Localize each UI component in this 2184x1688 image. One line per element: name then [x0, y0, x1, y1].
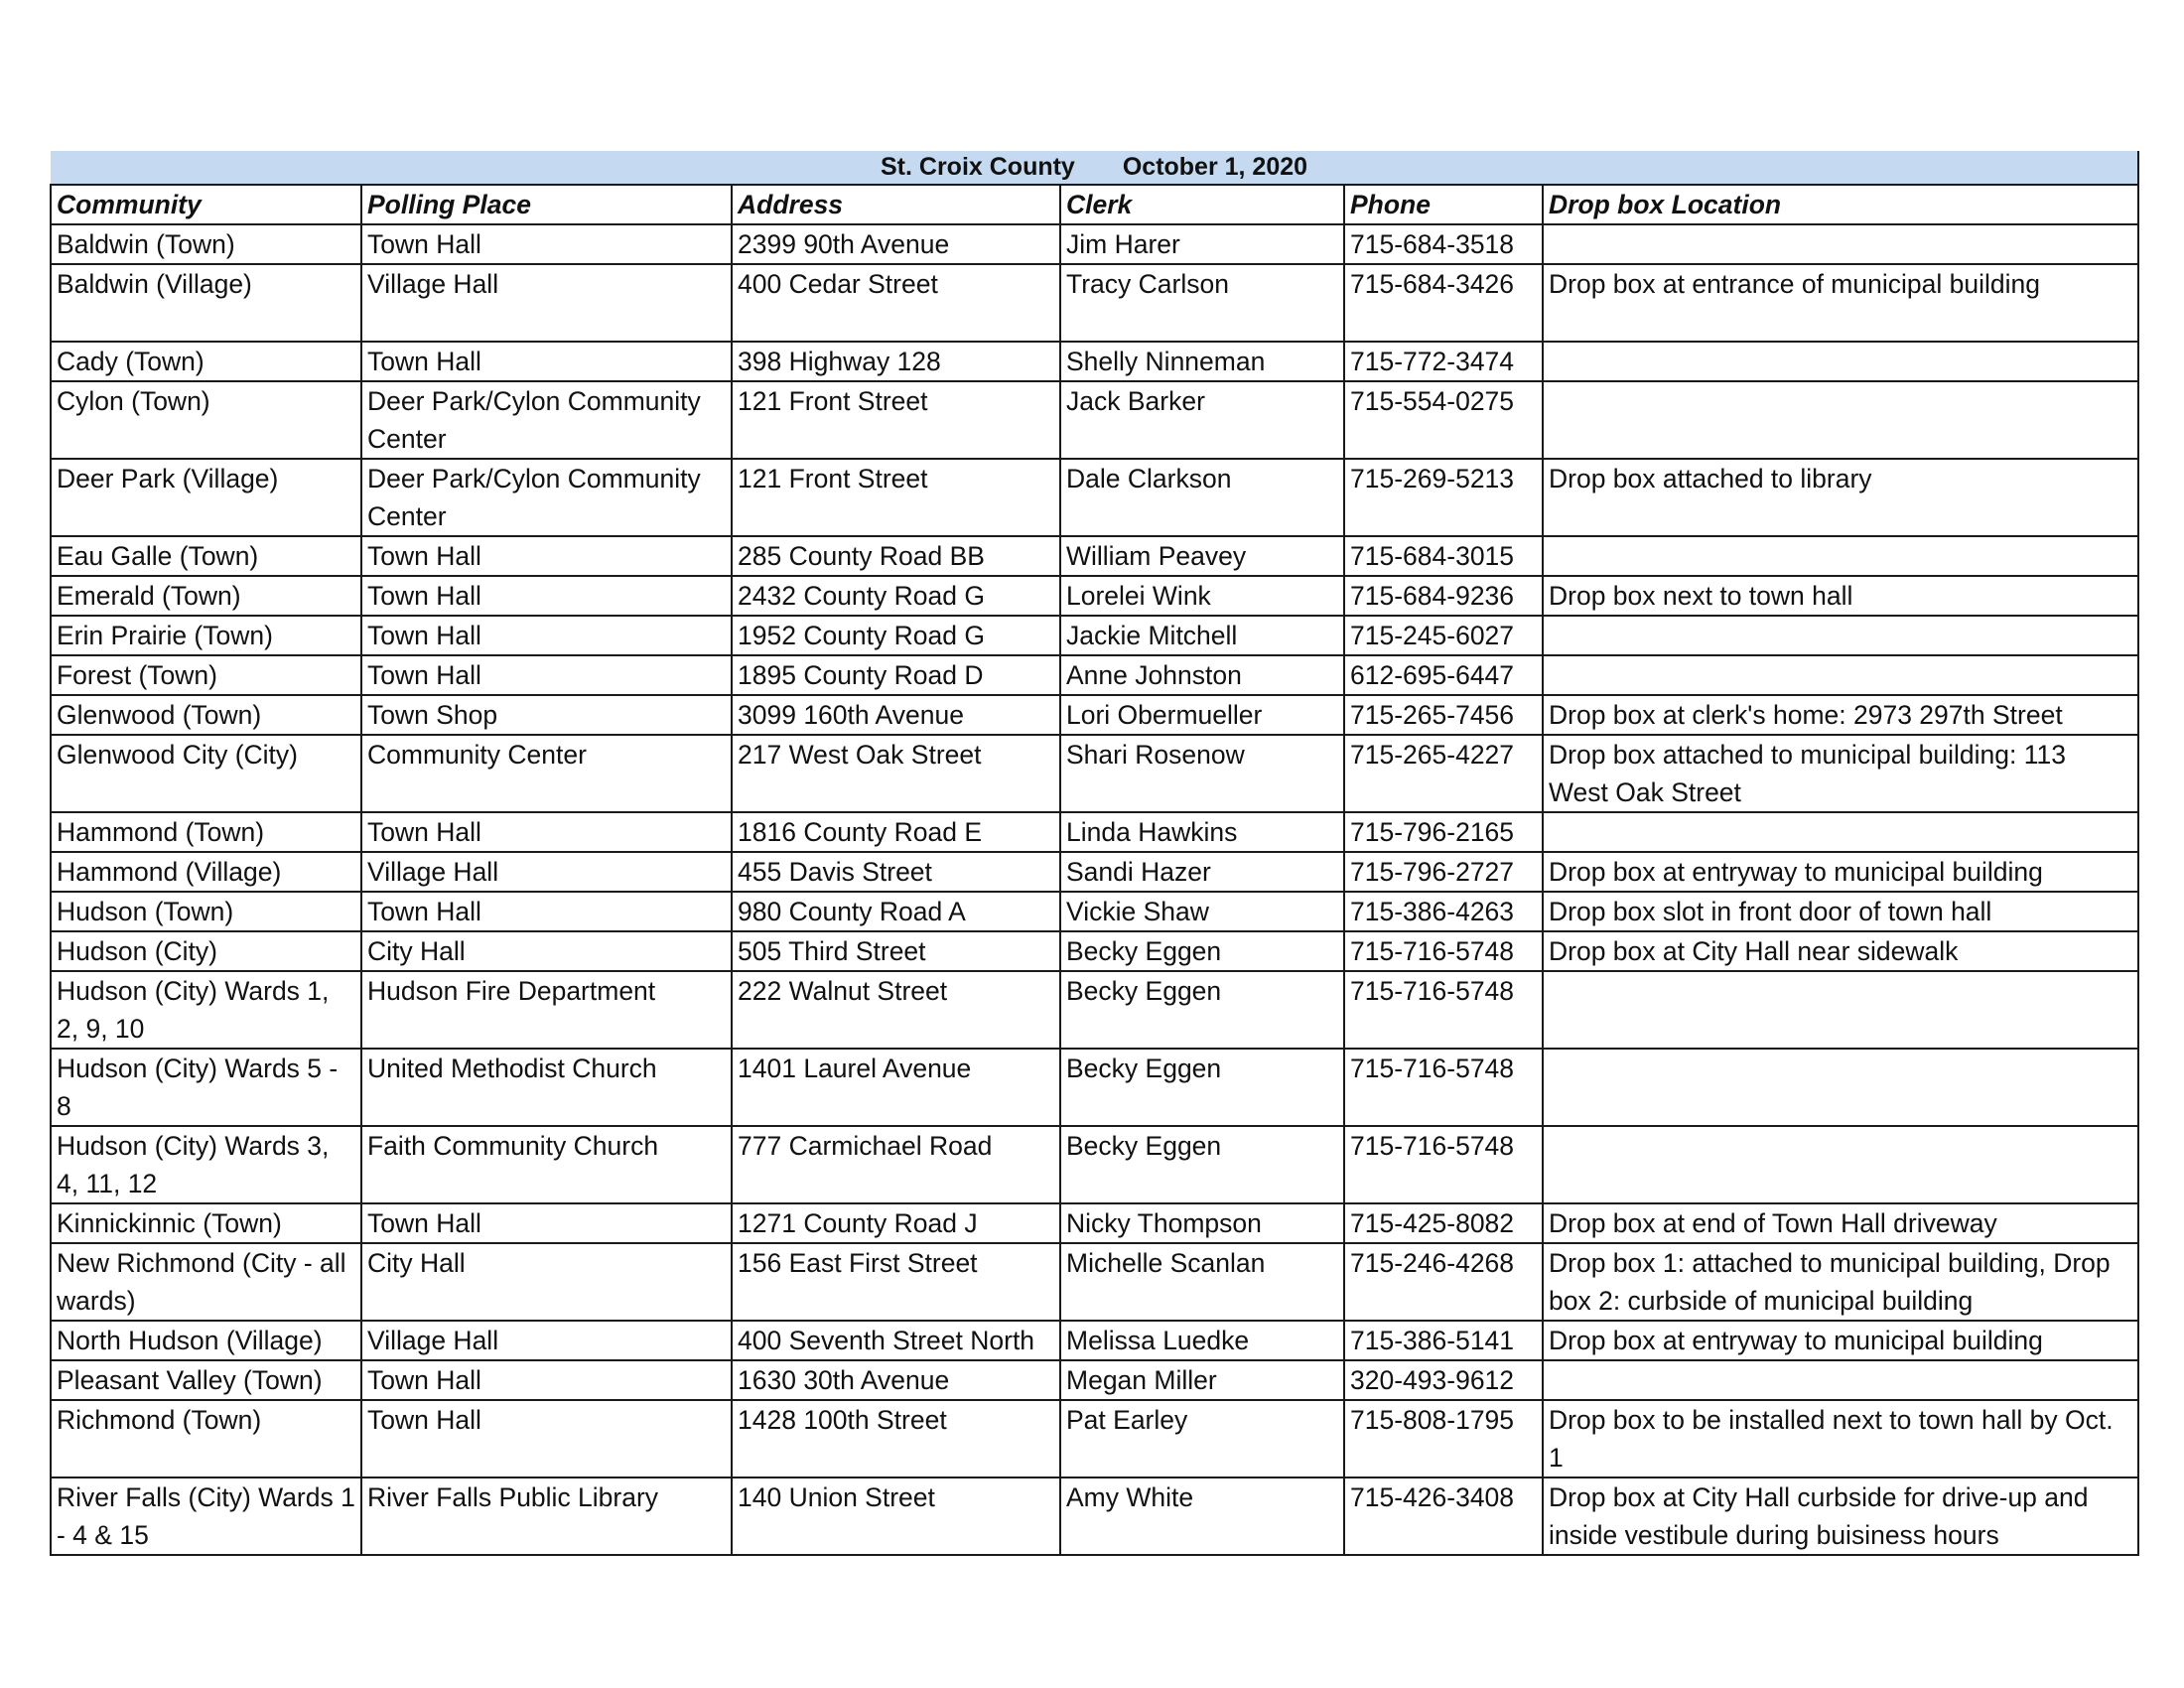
- cell-drop-box-location: Drop box at entryway to municipal building: [1543, 852, 2138, 892]
- cell-polling-place: City Hall: [361, 1243, 732, 1321]
- cell-clerk: Nicky Thompson: [1060, 1203, 1344, 1243]
- table-row: [51, 264, 2138, 342]
- cell-polling-place: Town Hall: [361, 892, 732, 931]
- cell-community: Erin Prairie (Town): [51, 616, 361, 655]
- cell-drop-box-location: Drop box at clerk's home: 2973 297th Street: [1543, 695, 2138, 735]
- cell-address: 777 Carmichael Road: [732, 1126, 1060, 1203]
- sheet-date: October 1, 2020: [1122, 153, 1308, 181]
- cell-community: Hammond (Town): [51, 812, 361, 852]
- cell-address: 400 Cedar Street: [732, 264, 1060, 342]
- cell-phone: 715-684-3426: [1344, 264, 1543, 342]
- cell-polling-place: Town Hall: [361, 1203, 732, 1243]
- cell-polling-place: Village Hall: [361, 852, 732, 892]
- cell-community: Hudson (City) Wards 5 - 8: [51, 1049, 361, 1126]
- cell-address: 121 Front Street: [732, 381, 1060, 459]
- cell-phone: 715-796-2727: [1344, 852, 1543, 892]
- cell-address: 217 West Oak Street: [732, 735, 1060, 812]
- cell-community: Baldwin (Town): [51, 224, 361, 264]
- cell-community: New Richmond (City - all wards): [51, 1243, 361, 1321]
- table-row: [51, 1321, 2138, 1360]
- cell-drop-box-location: [1543, 812, 2138, 852]
- cell-clerk: Jim Harer: [1060, 224, 1344, 264]
- cell-clerk: Michelle Scanlan: [1060, 1243, 1344, 1321]
- column-header-address: Address: [732, 185, 1060, 224]
- cell-clerk: William Peavey: [1060, 536, 1344, 576]
- cell-polling-place: United Methodist Church: [361, 1049, 732, 1126]
- cell-clerk: Becky Eggen: [1060, 931, 1344, 971]
- cell-address: 1816 County Road E: [732, 812, 1060, 852]
- cell-address: 2399 90th Avenue: [732, 224, 1060, 264]
- cell-phone: 320-493-9612: [1344, 1360, 1543, 1400]
- cell-address: 285 County Road BB: [732, 536, 1060, 576]
- cell-clerk: Jackie Mitchell: [1060, 616, 1344, 655]
- cell-address: 505 Third Street: [732, 931, 1060, 971]
- cell-clerk: Linda Hawkins: [1060, 812, 1344, 852]
- cell-community: North Hudson (Village): [51, 1321, 361, 1360]
- column-header-phone: Phone: [1344, 185, 1543, 224]
- column-header-drop-box-location: Drop box Location: [1543, 185, 2138, 224]
- cell-drop-box-location: [1543, 381, 2138, 459]
- cell-clerk: Tracy Carlson: [1060, 264, 1344, 342]
- cell-community: Deer Park (Village): [51, 459, 361, 536]
- cell-drop-box-location: [1543, 1360, 2138, 1400]
- cell-polling-place: Village Hall: [361, 1321, 732, 1360]
- table-row: [51, 735, 2138, 812]
- cell-drop-box-location: [1543, 224, 2138, 264]
- cell-phone: 715-684-9236: [1344, 576, 1543, 616]
- cell-phone: 715-425-8082: [1344, 1203, 1543, 1243]
- cell-polling-place: Town Shop: [361, 695, 732, 735]
- cell-polling-place: Town Hall: [361, 616, 732, 655]
- cell-phone: 715-808-1795: [1344, 1400, 1543, 1477]
- cell-clerk: Vickie Shaw: [1060, 892, 1344, 931]
- cell-polling-place: Faith Community Church: [361, 1126, 732, 1203]
- cell-clerk: Shelly Ninneman: [1060, 342, 1344, 381]
- cell-address: 2432 County Road G: [732, 576, 1060, 616]
- cell-polling-place: Town Hall: [361, 536, 732, 576]
- table-row: [51, 576, 2138, 616]
- cell-address: 156 East First Street: [732, 1243, 1060, 1321]
- cell-clerk: Becky Eggen: [1060, 1049, 1344, 1126]
- cell-address: 140 Union Street: [732, 1477, 1060, 1555]
- cell-address: 3099 160th Avenue: [732, 695, 1060, 735]
- table-row: [51, 695, 2138, 735]
- cell-phone: 715-265-4227: [1344, 735, 1543, 812]
- cell-drop-box-location: Drop box to be installed next to town hall by Oct. 1: [1543, 1400, 2138, 1477]
- cell-drop-box-location: Drop box at entrance of municipal building: [1543, 264, 2138, 342]
- table-body: [51, 224, 2138, 1555]
- cell-address: 222 Walnut Street: [732, 971, 1060, 1049]
- cell-drop-box-location: [1543, 342, 2138, 381]
- county-name: St. Croix County: [881, 153, 1075, 181]
- cell-community: Hammond (Village): [51, 852, 361, 892]
- cell-clerk: Becky Eggen: [1060, 1126, 1344, 1203]
- cell-phone: 715-426-3408: [1344, 1477, 1543, 1555]
- table-row: [51, 536, 2138, 576]
- cell-drop-box-location: Drop box attached to municipal building: 113 West Oak Street: [1543, 735, 2138, 812]
- table-row: [51, 812, 2138, 852]
- polling-places-table: [50, 151, 2139, 1556]
- cell-phone: 715-772-3474: [1344, 342, 1543, 381]
- cell-polling-place: Deer Park/Cylon Community Center: [361, 381, 732, 459]
- table-row: [51, 971, 2138, 1049]
- cell-polling-place: Town Hall: [361, 224, 732, 264]
- cell-community: Glenwood City (City): [51, 735, 361, 812]
- table-row: [51, 342, 2138, 381]
- column-header-community: Community: [51, 185, 361, 224]
- cell-drop-box-location: Drop box attached to library: [1543, 459, 2138, 536]
- cell-phone: 715-386-5141: [1344, 1321, 1543, 1360]
- cell-phone: 715-554-0275: [1344, 381, 1543, 459]
- column-header-clerk: Clerk: [1060, 185, 1344, 224]
- cell-community: Cady (Town): [51, 342, 361, 381]
- cell-clerk: Megan Miller: [1060, 1360, 1344, 1400]
- polling-places-sheet: [50, 151, 2137, 1556]
- cell-community: Forest (Town): [51, 655, 361, 695]
- table-row: [51, 1049, 2138, 1126]
- table-row: [51, 1360, 2138, 1400]
- cell-clerk: Lorelei Wink: [1060, 576, 1344, 616]
- cell-community: Kinnickinnic (Town): [51, 1203, 361, 1243]
- cell-address: 1401 Laurel Avenue: [732, 1049, 1060, 1126]
- cell-polling-place: River Falls Public Library: [361, 1477, 732, 1555]
- cell-clerk: Amy White: [1060, 1477, 1344, 1555]
- cell-drop-box-location: [1543, 536, 2138, 576]
- cell-phone: 715-246-4268: [1344, 1243, 1543, 1321]
- table-row: [51, 852, 2138, 892]
- cell-address: 1428 100th Street: [732, 1400, 1060, 1477]
- cell-community: Eau Galle (Town): [51, 536, 361, 576]
- cell-clerk: Pat Earley: [1060, 1400, 1344, 1477]
- column-header-polling-place: Polling Place: [361, 185, 732, 224]
- cell-community: Hudson (Town): [51, 892, 361, 931]
- table-row: [51, 381, 2138, 459]
- table-row: [51, 1400, 2138, 1477]
- table-row: [51, 931, 2138, 971]
- cell-address: 121 Front Street: [732, 459, 1060, 536]
- cell-phone: 715-716-5748: [1344, 971, 1543, 1049]
- cell-polling-place: Town Hall: [361, 342, 732, 381]
- cell-drop-box-location: [1543, 1126, 2138, 1203]
- cell-polling-place: Town Hall: [361, 576, 732, 616]
- cell-polling-place: Town Hall: [361, 1400, 732, 1477]
- cell-community: River Falls (City) Wards 1 - 4 & 15: [51, 1477, 361, 1555]
- cell-phone: 715-269-5213: [1344, 459, 1543, 536]
- cell-drop-box-location: Drop box next to town hall: [1543, 576, 2138, 616]
- cell-phone: 715-386-4263: [1344, 892, 1543, 931]
- cell-phone: 715-716-5748: [1344, 931, 1543, 971]
- cell-phone: 715-716-5748: [1344, 1049, 1543, 1126]
- cell-phone: 715-684-3015: [1344, 536, 1543, 576]
- cell-phone: 715-716-5748: [1344, 1126, 1543, 1203]
- cell-drop-box-location: [1543, 1049, 2138, 1126]
- cell-address: 980 County Road A: [732, 892, 1060, 931]
- cell-community: Pleasant Valley (Town): [51, 1360, 361, 1400]
- cell-phone: 715-796-2165: [1344, 812, 1543, 852]
- cell-address: 398 Highway 128: [732, 342, 1060, 381]
- cell-phone: 612-695-6447: [1344, 655, 1543, 695]
- table-row: [51, 1203, 2138, 1243]
- cell-clerk: Becky Eggen: [1060, 971, 1344, 1049]
- header-row: [51, 185, 2138, 224]
- table-row: [51, 1243, 2138, 1321]
- cell-clerk: Anne Johnston: [1060, 655, 1344, 695]
- cell-drop-box-location: [1543, 655, 2138, 695]
- cell-address: 1271 County Road J: [732, 1203, 1060, 1243]
- cell-clerk: Melissa Luedke: [1060, 1321, 1344, 1360]
- cell-drop-box-location: Drop box at entryway to municipal building: [1543, 1321, 2138, 1360]
- cell-polling-place: Town Hall: [361, 655, 732, 695]
- cell-address: 1952 County Road G: [732, 616, 1060, 655]
- cell-polling-place: Hudson Fire Department: [361, 971, 732, 1049]
- cell-community: Hudson (City): [51, 931, 361, 971]
- cell-community: Glenwood (Town): [51, 695, 361, 735]
- cell-phone: 715-684-3518: [1344, 224, 1543, 264]
- cell-clerk: Sandi Hazer: [1060, 852, 1344, 892]
- cell-drop-box-location: Drop box at City Hall curbside for drive-up and inside vestibule during buisiness hours: [1543, 1477, 2138, 1555]
- cell-community: Hudson (City) Wards 3, 4, 11, 12: [51, 1126, 361, 1203]
- table-row: [51, 655, 2138, 695]
- cell-clerk: Shari Rosenow: [1060, 735, 1344, 812]
- cell-address: 400 Seventh Street North: [732, 1321, 1060, 1360]
- cell-polling-place: Deer Park/Cylon Community Center: [361, 459, 732, 536]
- cell-drop-box-location: Drop box at City Hall near sidewalk: [1543, 931, 2138, 971]
- table-row: [51, 1126, 2138, 1203]
- cell-drop-box-location: Drop box at end of Town Hall driveway: [1543, 1203, 2138, 1243]
- cell-community: Hudson (City) Wards 1, 2, 9, 10: [51, 971, 361, 1049]
- table-row: [51, 459, 2138, 536]
- cell-polling-place: Town Hall: [361, 1360, 732, 1400]
- sheet-title: [51, 151, 2138, 185]
- cell-clerk: Dale Clarkson: [1060, 459, 1344, 536]
- cell-phone: 715-265-7456: [1344, 695, 1543, 735]
- cell-polling-place: City Hall: [361, 931, 732, 971]
- cell-clerk: Jack Barker: [1060, 381, 1344, 459]
- table-row: [51, 892, 2138, 931]
- cell-community: Baldwin (Village): [51, 264, 361, 342]
- cell-community: Cylon (Town): [51, 381, 361, 459]
- table-row: [51, 616, 2138, 655]
- cell-drop-box-location: [1543, 971, 2138, 1049]
- table-row: [51, 1477, 2138, 1555]
- cell-clerk: Lori Obermueller: [1060, 695, 1344, 735]
- cell-community: Richmond (Town): [51, 1400, 361, 1477]
- cell-phone: 715-245-6027: [1344, 616, 1543, 655]
- cell-drop-box-location: [1543, 616, 2138, 655]
- cell-address: 455 Davis Street: [732, 852, 1060, 892]
- cell-address: 1895 County Road D: [732, 655, 1060, 695]
- cell-drop-box-location: Drop box 1: attached to municipal building, Drop box 2: curbside of municipal building: [1543, 1243, 2138, 1321]
- cell-address: 1630 30th Avenue: [732, 1360, 1060, 1400]
- cell-polling-place: Town Hall: [361, 812, 732, 852]
- cell-drop-box-location: Drop box slot in front door of town hall: [1543, 892, 2138, 931]
- cell-polling-place: Community Center: [361, 735, 732, 812]
- table-row: [51, 224, 2138, 264]
- title-row: [51, 151, 2138, 185]
- cell-polling-place: Village Hall: [361, 264, 732, 342]
- cell-community: Emerald (Town): [51, 576, 361, 616]
